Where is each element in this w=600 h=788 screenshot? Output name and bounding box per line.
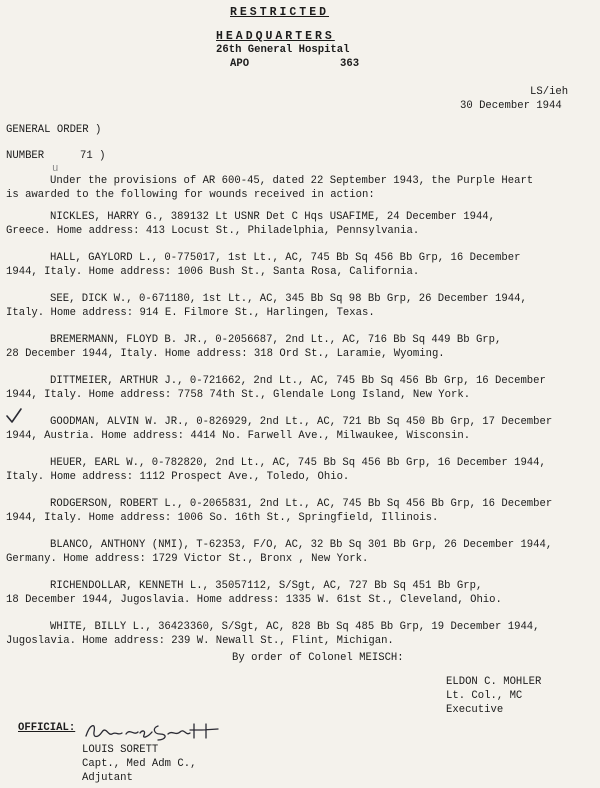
entry-line-1: DITTMEIER, ARTHUR J., 0-721662, 2nd Lt., AC, 745 Bb Sq 456 Bb Grp, 16 December bbox=[50, 375, 546, 387]
headquarters-heading: HEADQUARTERS bbox=[216, 30, 335, 43]
official-rank: Capt., Med Adm C., bbox=[82, 758, 197, 770]
check-mark-icon bbox=[5, 407, 23, 425]
handwritten-signature bbox=[82, 718, 222, 744]
recipient-entry bbox=[6, 498, 596, 526]
entry-line-1: BREMERMANN, FLOYD B. JR., 0-2056687, 2nd Lt., AC, 716 Bb Sq 449 Bb Grp, bbox=[50, 334, 502, 346]
classification-heading: RESTRICTED bbox=[230, 6, 330, 19]
recipient-entry bbox=[6, 416, 596, 444]
entry-line-1: RODGERSON, ROBERT L., 0-2065831, 2nd Lt., AC, 745 Bb Sq 456 Bb Grp, 16 December bbox=[50, 498, 553, 510]
preamble-line-2: is awarded to the following for wounds received in action: bbox=[6, 189, 375, 201]
entry-line-2: 18 December 1944, Jugoslavia. Home address: 1335 W. 61st St., Cleveland, Ohio. bbox=[6, 593, 502, 606]
unit-name: 26th General Hospital bbox=[216, 44, 350, 56]
entry-line-2: 28 December 1944, Italy. Home address: 318 Ord St., Laramie, Wyoming. bbox=[6, 347, 445, 360]
recipient-entry bbox=[6, 293, 596, 321]
order-date: 30 December 1944 bbox=[460, 100, 562, 112]
entry-line-1: RICHENDOLLAR, KENNETH L., 35057112, S/Sgt, AC, 727 Bb Sq 451 Bb Grp, bbox=[50, 580, 483, 592]
entry-line-1: HEUER, EARL W., 0-782820, 2nd Lt., AC, 745 Bb Sq 456 Bb Grp, 16 December 1944, bbox=[50, 457, 546, 469]
recipient-entry bbox=[6, 252, 596, 280]
entry-line-2: Jugoslavia. Home address: 239 W. Newall St., Flint, Michigan. bbox=[6, 634, 394, 647]
recipient-entry bbox=[6, 580, 596, 608]
entry-line-1: SEE, DICK W., 0-671180, 1st Lt., AC, 345 Bb Sq 98 Bb Grp, 26 December 1944, bbox=[50, 293, 527, 305]
order-number-label: NUMBER bbox=[6, 150, 45, 162]
entry-line-2: 1944, Austria. Home address: 4414 No. Farwell Ave., Milwaukee, Wisconsin. bbox=[6, 429, 471, 442]
entry-line-2: Italy. Home address: 1112 Prospect Ave., Toledo, Ohio. bbox=[6, 470, 350, 483]
signer-rank: Lt. Col., MC bbox=[446, 690, 523, 702]
entry-line-1: GOODMAN, ALVIN W. JR., 0-826929, 2nd Lt., AC, 721 Bb Sq 450 Bb Grp, 17 December bbox=[50, 416, 553, 428]
entry-line-2: 1944, Italy. Home address: 1006 Bush St., Santa Rosa, California. bbox=[6, 265, 420, 278]
entry-line-2: 1944, Italy. Home address: 1006 So. 16th St., Springfield, Illinois. bbox=[6, 511, 439, 524]
entry-line-2: 1944, Italy. Home address: 7758 74th St., Glendale Long Island, New York. bbox=[6, 388, 471, 401]
reference-initials: LS/ieh bbox=[530, 86, 569, 98]
general-order-label: GENERAL ORDER ) bbox=[6, 124, 102, 136]
stray-mark: u bbox=[52, 163, 59, 175]
recipient-entry bbox=[6, 539, 596, 567]
preamble-line-1: Under the provisions of AR 600-45, dated 22 September 1943, the Purple Heart bbox=[50, 175, 534, 187]
entry-line-2: Italy. Home address: 914 E. Filmore St., Harlingen, Texas. bbox=[6, 306, 375, 319]
recipient-entry bbox=[6, 334, 596, 362]
recipient-entry bbox=[6, 211, 596, 239]
recipient-entry bbox=[6, 621, 596, 649]
recipient-entry bbox=[6, 375, 596, 403]
entry-line-1: WHITE, BILLY L., 36423360, S/Sgt, AC, 828 Bb Sq 485 Bb Grp, 19 December 1944, bbox=[50, 621, 540, 633]
signer-name: ELDON C. MOHLER bbox=[446, 676, 542, 688]
entry-line-1: HALL, GAYLORD L., 0-775017, 1st Lt., AC, 745 Bb Sq 456 Bb Grp, 16 December bbox=[50, 252, 521, 264]
order-number: 71 ) bbox=[80, 150, 106, 162]
apo-label: APO bbox=[230, 58, 250, 70]
apo-number: 363 bbox=[340, 58, 360, 70]
official-label: OFFICIAL: bbox=[18, 722, 76, 734]
entry-line-2: Greece. Home address: 413 Locust St., Philadelphia, Pennsylvania. bbox=[6, 224, 420, 237]
entry-line-1: BLANCO, ANTHONY (NMI), T-62353, F/O, AC, 32 Bb Sq 301 Bb Grp, 26 December 1944, bbox=[50, 539, 553, 551]
recipient-entry bbox=[6, 457, 596, 485]
signer-title: Executive bbox=[446, 704, 504, 716]
official-name: LOUIS SORETT bbox=[82, 744, 159, 756]
entry-line-1: NICKLES, HARRY G., 389132 Lt USNR Det C Hqs USAFIME, 24 December 1944, bbox=[50, 211, 496, 223]
official-title: Adjutant bbox=[82, 772, 133, 784]
entry-line-2: Germany. Home address: 1729 Victor St., Bronx , New York. bbox=[6, 552, 369, 565]
by-order-line: By order of Colonel MEISCH: bbox=[232, 652, 404, 664]
